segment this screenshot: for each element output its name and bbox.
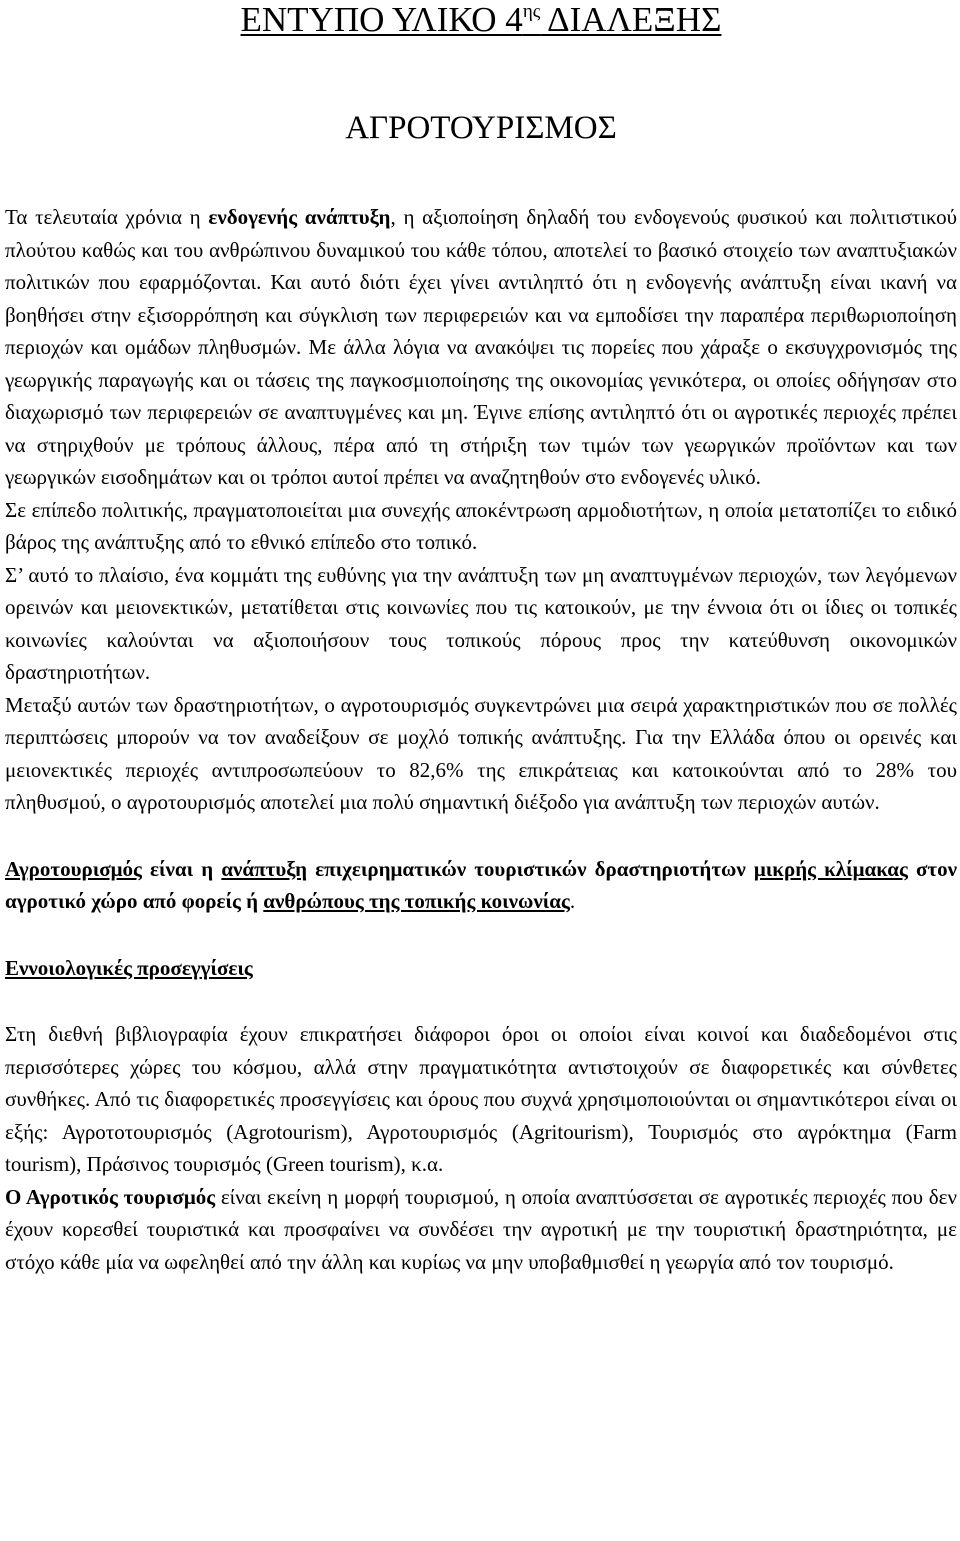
agrotourism-definition xyxy=(5,853,957,918)
spacer xyxy=(5,984,957,1018)
paragraph-text: Τα τελευταία χρόνια η xyxy=(5,205,209,229)
paragraph-decentralisation: Σε επίπεδο πολιτικής, πραγματοποιείται μια συνεχής αποκέντρωση αρμοδιοτήτων, η οποία μετατοπίζει το ειδικό βάρος της ανάπτυξης από το εθνικό επίπεδο στο τοπικό. xyxy=(5,497,957,554)
paragraph-rural-tourism xyxy=(5,1181,957,1279)
definition-text: στον αγροτικό χώρο από φορείς ή xyxy=(5,856,957,913)
definition-text: . xyxy=(569,889,576,913)
bold-term: ενδογενής ανάπτυξη xyxy=(208,205,391,229)
section-heading xyxy=(5,952,957,985)
title-ordinal-suffix: ης xyxy=(522,1,541,22)
document-title xyxy=(5,0,957,40)
definition-keyword: ανθρώπους της τοπικής κοινωνίας xyxy=(263,889,570,913)
paragraph-agrotourism-lever: Μεταξύ αυτών των δραστηριοτήτων, ο αγροτουρισμός συγκεντρώνει μια σειρά χαρακτηριστικών που σε πολλές περιπτώσεις μπορούν να τον αναδείξουν σε μοχλό τοπικής ανάπτυξης. Για την Ελλάδα όπου οι ορεινές και μειονεκτικές περιοχές αντιπροσωπεύουν το 82,6% της επικράτειας και κατοικούνται από το 28% του πληθυσμού, ο αγροτουρισμός αποτελεί μια πολύ σημαντική διέξοδο για ανάπτυξη των περιοχών αυτών. xyxy=(5,692,957,814)
document-title-text xyxy=(241,0,722,39)
definition-text: είναι η xyxy=(141,856,222,881)
document-body xyxy=(5,201,957,1278)
definition-keyword: ανάπτυξη xyxy=(221,856,308,881)
definition-term: Αγροτουρισμός xyxy=(5,856,142,881)
document-subtitle: ΑΓΡΟΤΟΥΡΙΣΜΟΣ xyxy=(345,110,617,146)
document-page xyxy=(5,0,958,1274)
paragraph-terms: Στη διεθνή βιβλιογραφία έχουν επικρατήσει διάφοροι όροι οι οποίοι είναι κοινοί και διαδεδομένοι στις περισσότερες χώρες του κόσμου, αλλά στην πραγματικότητα αντιστοιχούν σε διαφορετικές και σύνθετες συνθήκες. Από τις διαφορετικές προσεγγίσεις και όρους που συχνά χρησιμοποιούνται οι σημαντικότεροι είναι οι εξής: Αγροτοτουρισμός (Agrotourism), Αγροτουρισμός (Agritourism), Τουρισμός στο αγρόκτημα (Farm tourism), Πράσινος τουρισμός (Green tourism), κ.α. xyxy=(5,1022,957,1176)
spacer xyxy=(5,819,957,853)
definition-sentence xyxy=(5,857,957,914)
paragraph-text: , η αξιοποίηση δηλαδή του ενδογενούς φυσικού και πολιτιστικού πλούτου καθώς και του ανθρώπινου δυναμικού του κάθε τόπου, αποτελεί το βασικό στοιχείο των αναπτυξιακών πολιτικών που εφαρμόζονται. Και αυτό διότι έχει γίνει αντιληπτό ότι η ενδογενής ανάπτυξη είναι ικανή να βοηθήσει στην εξισορρόπηση και σύγκλιση των περιφερειών και να εμποδίσει την παραπέρα περιθωριοποίηση περιοχών και ομάδων πληθυσμών. Με άλλα λόγια να ανακόψει τις πορείες που χάραξε ο εκσυγχρονισμός της γεωργικής παραγωγής και οι τάσεις της παγκοσμιοποίησης της οικονομίας γενικότερα, οι οποίες οδήγησαν στο διαχωρισμό των περιφερειών σε αναπτυγμένες και μη. Έγινε επίσης αντιληπτό ότι οι αγροτικές περιοχές πρέπει να στηριχθούν με τρόπους άλλους, πέρα από τη στήριξη των τιμών των γεωργικών προϊόντων και των γεωργικών εισοδημάτων και οι τρόποι αυτοί πρέπει να αναζητηθούν στο ενδογενές υλικό. xyxy=(5,205,958,489)
bold-term: Ο Αγροτικός τουρισμός xyxy=(5,1184,216,1209)
paragraph-local-responsibility: Σ’ αυτό το πλαίσιο, ένα κομμάτι της ευθύνης για την ανάπτυξη των μη αναπτυγμένων περιοχών, των λεγόμενων ορεινών και μειονεκτικών, μετατίθεται στις κοινωνίες που τις κατοικούν, με την έννοια ότι οι ίδιες οι τοπικές κοινωνίες καλούνται να αξιοποιήσουν τους τοπικούς πόρους προς την κατεύθυνση οικονομικών δραστηριοτήτων. xyxy=(5,562,957,684)
paragraph-text: είναι εκείνη η μορφή τουρισμού, η οποία αναπτύσσεται σε αγροτικές περιοχές που δεν έχουν κορεσθεί τουριστικά και προσφαίνει να συνδέσει την αγροτική με την τουριστική δραστηριότητα, με στόχο κάθε μία να ωφεληθεί από την άλλη και κυρίως να μην υποβαθμισθεί η γεωργία από τον τουρισμό. xyxy=(5,1184,957,1274)
definition-text: επιχειρηματικών τουριστικών δραστηριοτήτων xyxy=(307,856,754,881)
title-part-2: ΔΙΑΛΕΞΗΣ xyxy=(540,0,722,39)
paragraph-endogenous-development xyxy=(5,201,957,494)
spacer xyxy=(5,918,957,952)
section-heading-text: Εννοιολογικές προσεγγίσεις xyxy=(5,955,253,980)
title-part-1: ΕΝΤΥΠΟ ΥΛΙΚΟ 4 xyxy=(240,0,523,39)
definition-keyword: μικρής κλίμακας xyxy=(753,856,908,881)
